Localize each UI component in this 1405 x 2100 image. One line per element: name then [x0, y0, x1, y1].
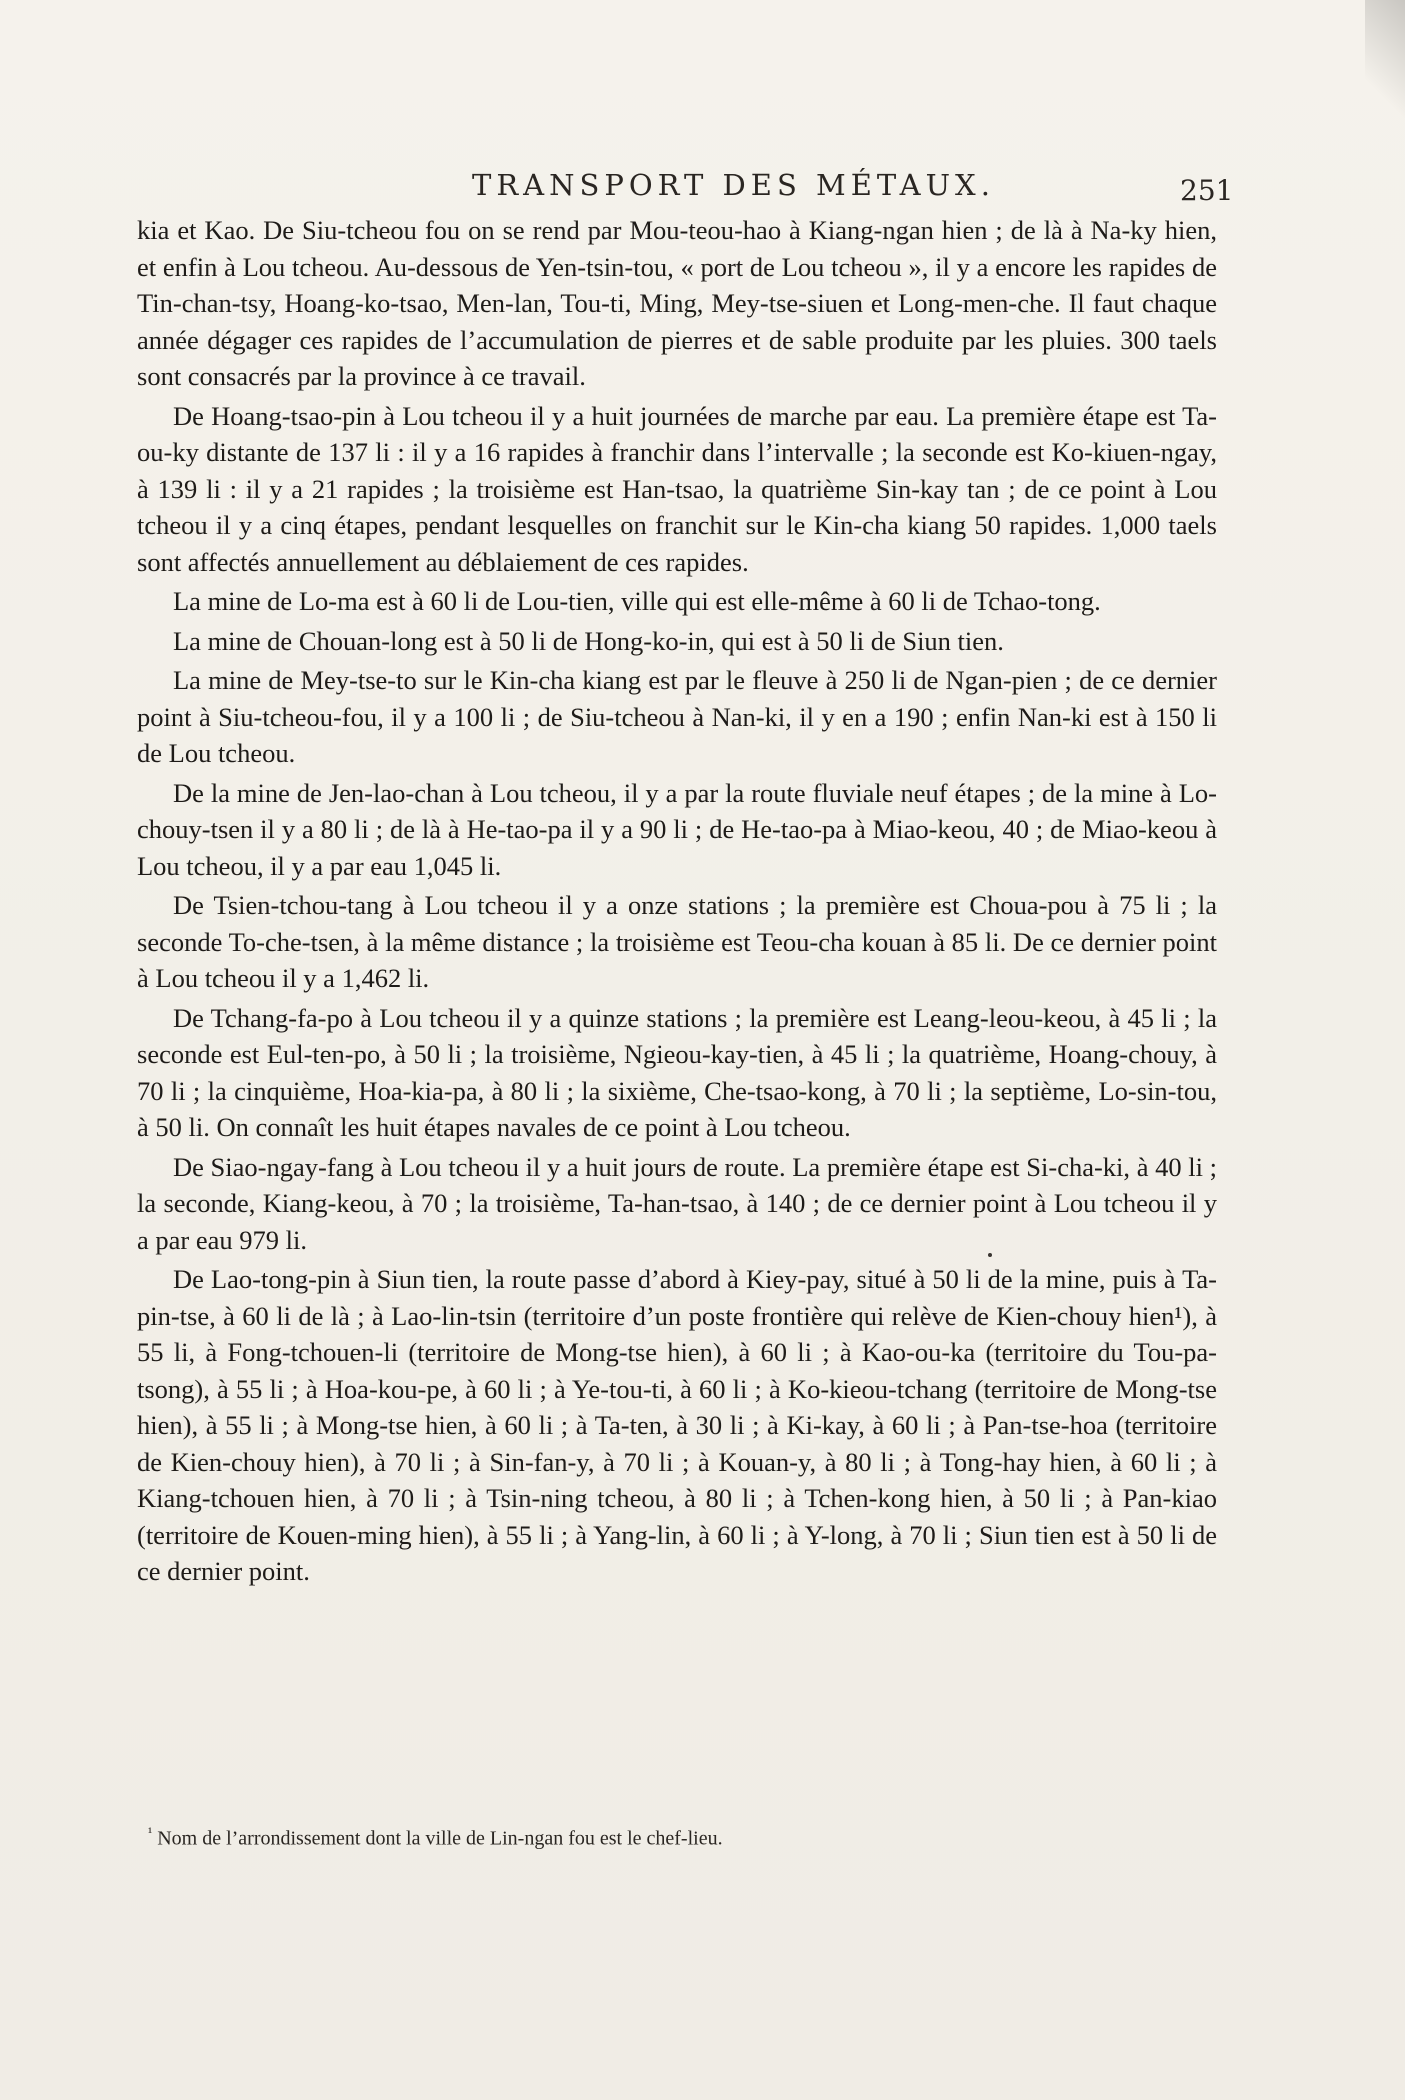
page-number: 251	[1180, 174, 1234, 207]
footnote-marker: ¹	[148, 1826, 153, 1841]
paragraph-10: De Lao-tong-pin à Siun tien, la route passe d’abord à Kiey-pay, situé à 50 li de la mine, puis à Ta-pin-tse, à 60 li de là ; à Lao-lin-tsin (territoire d’un poste frontière qui relève de Kien-chouy hien¹), à 55 li, à Fong-tchouen-li (territoire de Mong-tse hien), à 60 li ; à Kao-ou-ka (territoire du Tou-pa-tsong), à 55 li ; à Hoa-kou-pe, à 60 li ; à Ye-tou-ti, à 60 li ; à Ko-kieou-tchang (territoire de Mong-tse hien), à 55 li ; à Mong-tse hien, à 60 li ; à Ta-ten, à 30 li ; à Ki-kay, à 60 li ; à Pan-tse-hoa (territoire de Kien-chouy hien), à 70 li ; à Sin-fan-y, à 70 li ; à Kouan-y, à 80 li ; à Tong-hay hien, à 60 li ; à Kiang-tchouen hien, à 70 li ; à Tsin-ning tcheou, à 80 li ; à Tchen-kong hien, à 50 li ; à Pan-kiao (territoire de Kouen-ming hien), à 55 li ; à Yang-lin, à 60 li ; à Y-long, à 70 li ; Siun tien est à 50 li de ce dernier point.	[137, 1264, 1217, 1586]
running-title: TRANSPORT DES MÉTAUX.	[472, 168, 995, 202]
paragraph-6: De la mine de Jen-lao-chan à Lou tcheou, il y a par la route fluviale neuf étapes ; de la mine à Lo-chouy-tsen il y a 80 li ; de là à He-tao-pa il y a 90 li ; de He-tao-pa à Miao-keou, 40 ; de Miao-keou à Lou tcheou, il y a par eau 1,045 li.	[137, 777, 1217, 881]
body-text	[137, 212, 1217, 1593]
paragraph-1: kia et Kao. De Siu-tcheou fou on se rend par Mou-teou-hao à Kiang-ngan hien ; de là à Na-ky hien, et enfin à Lou tcheou. Au-dessous de Yen-tsin-tou, « port de Lou tcheou », il y a encore les rapides de Tin-chan-tsy, Hoang-ko-tsao, Men-lan, Tou-ti, Ming, Mey-tse-siuen et Long-men-che. Il faut chaque année dégager ces rapides de l’accumulation de pierres et de sable produite par les pluies. 300 taels sont consacrés par la province à ce travail.	[137, 215, 1217, 391]
page-corner-shadow	[1365, 0, 1405, 160]
ink-speck	[988, 1253, 992, 1257]
paragraph-8: De Tchang-fa-po à Lou tcheou il y a quinze stations ; la première est Leang-leou-keou, à 45 li ; la seconde est Eul-ten-po, à 50 li ; la troisième, Ngieou-kay-tien, à 45 li ; la quatrième, Hoang-chouy, à 70 li ; la cinquième, Hoa-kia-pa, à 80 li ; la sixième, Che-tsao-kong, à 70 li ; la septième, Lo-sin-tou, à 50 li. On connaît les huit étapes navales de ce point à Lou tcheou.	[137, 1002, 1217, 1142]
paragraph-2: De Hoang-tsao-pin à Lou tcheou il y a huit journées de marche par eau. La première étape est Ta-ou-ky distante de 137 li : il y a 16 rapides à franchir dans l’intervalle ; la seconde est Ko-kiuen-ngay, à 139 li : il y a 21 rapides ; la troisième est Han-tsao, la quatrième Sin-kay tan ; de ce point à Lou tcheou il y a cinq étapes, pendant lesquelles on franchit sur le Kin-cha kiang 50 rapides. 1,000 taels sont affectés annuellement au déblaiement de ces rapides.	[137, 400, 1217, 577]
footnote-text: Nom de l’arrondissement dont la ville de Lin-ngan fou est le chef-lieu.	[157, 1827, 723, 1850]
paragraph-7: De Tsien-tchou-tang à Lou tcheou il y a onze stations ; la première est Choua-pou à 75 li ; la seconde To-che-tsen, à la même distance ; la troisième est Teou-cha kouan à 85 li. De ce dernier point à Lou tcheou il y a 1,462 li.	[137, 890, 1217, 993]
paragraph-5: La mine de Mey-tse-to sur le Kin-cha kiang est par le fleuve à 250 li de Ngan-pien ; de ce dernier point à Siu-tcheou-fou, il y a 100 li ; de Siu-tcheou à Nan-ki, il y en a 190 ; enfin Nan-ki est à 150 li de Lou tcheou.	[137, 665, 1217, 768]
paragraph-3: La mine de Lo-ma est à 60 li de Lou-tien, ville qui est elle-même à 60 li de Tchao-tong.	[173, 586, 1101, 616]
footnote	[148, 1826, 723, 1851]
paragraph-9: De Siao-ngay-fang à Lou tcheou il y a huit jours de route. La première étape est Si-cha-ki, à 40 li ; la seconde, Kiang-keou, à 70 ; la troisième, Ta-han-tsao, à 140 ; de ce dernier point à Lou tcheou il y a par eau 979 li.	[137, 1151, 1217, 1255]
paragraph-4: La mine de Chouan-long est à 50 li de Hong-ko-in, qui est à 50 li de Siun tien.	[173, 625, 1004, 656]
